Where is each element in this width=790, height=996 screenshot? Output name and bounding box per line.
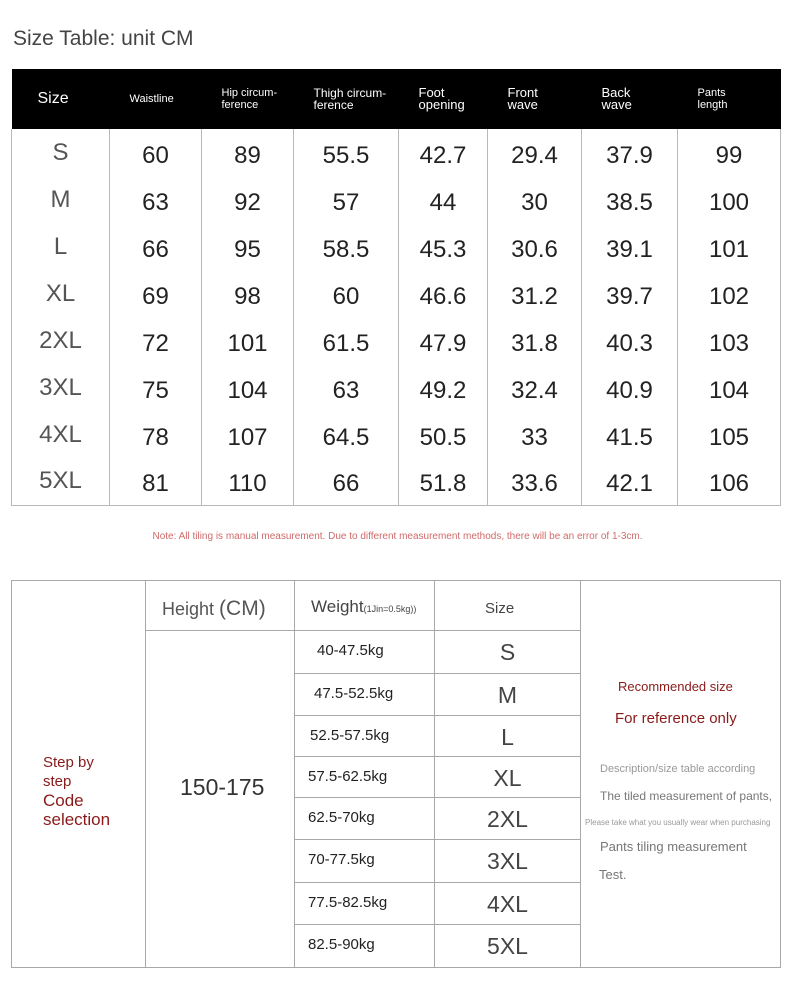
measurement-cell: 105 [678, 411, 781, 458]
recommended-size: M [497, 682, 518, 708]
measurement-cell: 60 [294, 270, 399, 317]
measurement-cell: 31.8 [488, 317, 582, 364]
measurement-cell: 66 [294, 458, 399, 505]
measurement-cell: 63 [294, 364, 399, 411]
description-line: The tiled measurement of pants, [600, 789, 773, 803]
recommended-size: 2XL [487, 806, 528, 832]
measurement-cell: 45.3 [399, 223, 488, 270]
recommended-size: XL [493, 765, 522, 791]
measurement-cell: 66 [110, 223, 202, 270]
divider [294, 797, 580, 798]
col-header-size: Size [37, 90, 69, 107]
measurement-cell: 95 [202, 223, 294, 270]
measurement-cell: 57 [294, 176, 399, 223]
measurement-cell: 64.5 [294, 411, 399, 458]
measurement-cell: 40.9 [582, 364, 678, 411]
weight-range: 52.5-57.5kg [310, 727, 390, 744]
step-by-step-label: Step by step Code selection [43, 754, 111, 829]
size-cell: 2XL [12, 317, 110, 364]
measurement-cell: 30 [488, 176, 582, 223]
size-recommendation-panel [11, 580, 781, 968]
description-line: Description/size table according [600, 763, 756, 775]
measurement-cell: 30.6 [488, 223, 582, 270]
col-header-pants-length: Pants length [697, 87, 728, 111]
size-table-header-row [12, 69, 781, 129]
measurement-cell: 41.5 [582, 411, 678, 458]
measurement-cell: 29.4 [488, 129, 582, 176]
reference-only-text: For reference only [615, 710, 737, 727]
measurement-cell: 92 [202, 176, 294, 223]
measurement-cell: 99 [678, 129, 781, 176]
recommended-size: L [501, 724, 514, 750]
size-cell: 4XL [12, 411, 110, 458]
col-header-thigh: Thigh circum- ference [313, 86, 387, 112]
recommended-size: 4XL [487, 891, 528, 917]
measurement-cell: 102 [678, 270, 781, 317]
measurement-cell: 33 [488, 411, 582, 458]
table-row [12, 411, 781, 458]
description-line: Please take what you usually wear when purchasing [585, 818, 771, 827]
measurement-cell: 104 [202, 364, 294, 411]
divider [294, 715, 580, 716]
measurement-cell: 50.5 [399, 411, 488, 458]
divider [145, 581, 146, 967]
height-range: 150-175 [180, 774, 265, 800]
measurement-cell: 60 [110, 129, 202, 176]
measurement-cell: 42.7 [399, 129, 488, 176]
weight-header: Weight(1Jin=0.5kg)) [311, 597, 417, 616]
measurement-cell: 33.6 [488, 458, 582, 505]
measurement-cell: 78 [110, 411, 202, 458]
table-row [12, 458, 781, 505]
size-cell: S [12, 129, 110, 176]
height-header: Height (CM) [162, 597, 266, 620]
recommended-size: S [499, 639, 516, 665]
measurement-cell: 72 [110, 317, 202, 364]
size-header: Size [485, 600, 515, 617]
measurement-cell: 32.4 [488, 364, 582, 411]
size-cell: L [12, 223, 110, 270]
measurement-cell: 31.2 [488, 270, 582, 317]
table-row [12, 223, 781, 270]
measurement-cell: 39.7 [582, 270, 678, 317]
measurement-cell: 107 [202, 411, 294, 458]
measurement-cell: 40.3 [582, 317, 678, 364]
measurement-cell: 103 [678, 317, 781, 364]
divider [145, 630, 580, 631]
measurement-note: Note: All tiling is manual measurement. Due to different measurement methods, there will be an error of 1-3cm. [152, 531, 643, 542]
measurement-cell: 42.1 [582, 458, 678, 505]
weight-range: 70-77.5kg [308, 851, 375, 868]
measurement-cell: 37.9 [582, 129, 678, 176]
recommended-size: 3XL [487, 848, 528, 874]
measurement-cell: 49.2 [399, 364, 488, 411]
measurement-cell: 100 [678, 176, 781, 223]
measurement-cell: 89 [202, 129, 294, 176]
weight-range: 57.5-62.5kg [308, 768, 388, 785]
size-cell: M [12, 176, 110, 223]
col-header-hip: Hip circum- ference [221, 87, 278, 111]
measurement-cell: 101 [202, 317, 294, 364]
divider [294, 581, 295, 967]
divider [580, 581, 581, 967]
measurement-cell: 63 [110, 176, 202, 223]
description-line: Test. [599, 867, 627, 882]
measurement-cell: 46.6 [399, 270, 488, 317]
measurement-cell: 81 [110, 458, 202, 505]
divider [294, 756, 580, 757]
weight-range: 77.5-82.5kg [308, 894, 388, 911]
measurement-cell: 106 [678, 458, 781, 505]
divider [294, 882, 580, 883]
table-row [12, 270, 781, 317]
recommended-size-title: Recommended size [618, 679, 733, 694]
measurement-cell: 47.9 [399, 317, 488, 364]
measurement-cell: 55.5 [294, 129, 399, 176]
measurement-cell: 61.5 [294, 317, 399, 364]
measurement-cell: 101 [678, 223, 781, 270]
col-header-front-wave: Front wave [507, 85, 538, 112]
measurement-cell: 69 [110, 270, 202, 317]
size-cell: XL [12, 270, 110, 317]
measurement-cell: 104 [678, 364, 781, 411]
measurement-cell: 51.8 [399, 458, 488, 505]
measurement-cell: 44 [399, 176, 488, 223]
measurement-cell: 75 [110, 364, 202, 411]
recommended-size: 5XL [487, 933, 528, 959]
measurement-cell: 58.5 [294, 223, 399, 270]
table-row [12, 129, 781, 176]
description-line: Pants tiling measurement [600, 839, 747, 854]
divider [294, 924, 580, 925]
weight-range: 47.5-52.5kg [314, 685, 394, 702]
measurement-cell: 39.1 [582, 223, 678, 270]
table-row [12, 176, 781, 223]
size-cell: 3XL [12, 364, 110, 411]
col-header-back-wave: Back wave [601, 85, 632, 112]
col-header-foot-opening: Foot opening [418, 85, 465, 112]
size-table [11, 69, 781, 506]
measurement-cell: 38.5 [582, 176, 678, 223]
divider [294, 673, 580, 674]
measurement-cell: 98 [202, 270, 294, 317]
col-header-waistline: Waistline [129, 93, 174, 105]
size-cell: 5XL [12, 458, 110, 505]
measurement-cell: 110 [202, 458, 294, 505]
weight-range: 62.5-70kg [308, 809, 375, 826]
weight-range: 82.5-90kg [308, 936, 375, 953]
table-row [12, 364, 781, 411]
divider [294, 839, 580, 840]
page-title: Size Table: unit CM [13, 27, 194, 50]
weight-range: 40-47.5kg [317, 642, 384, 659]
table-row [12, 317, 781, 364]
